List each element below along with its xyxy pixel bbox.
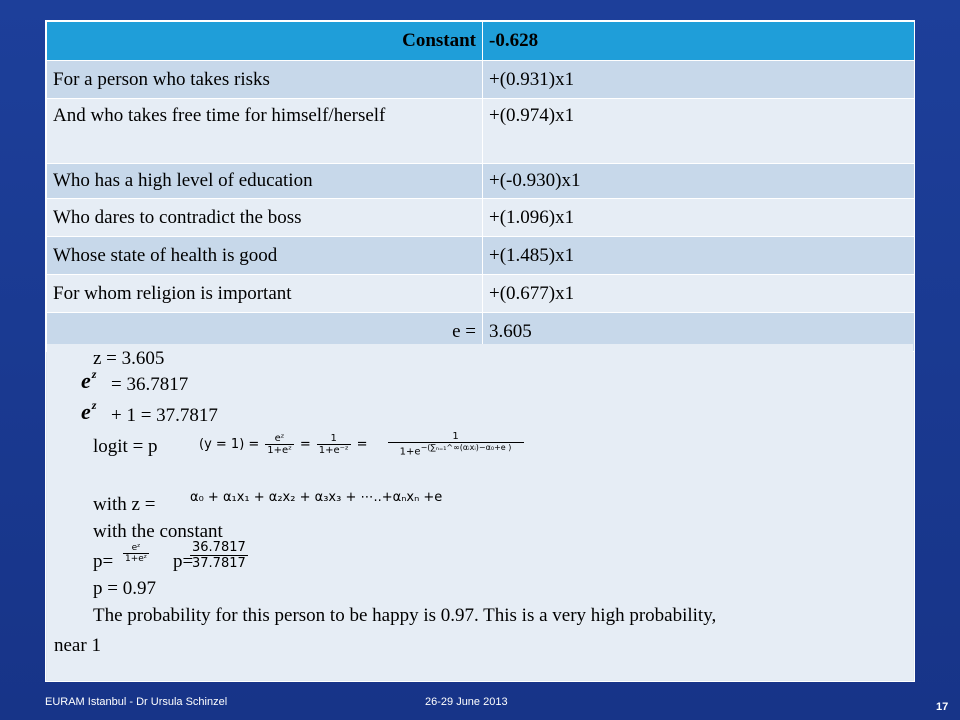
header-value: -0.628: [483, 22, 915, 61]
p-label-2: p=: [173, 551, 194, 572]
p-label-1: p=: [93, 551, 114, 572]
logit-frac-3: [388, 431, 524, 457]
table-row: [47, 164, 915, 199]
logit-prefix: (y = 1) =: [199, 436, 260, 452]
table-row: [47, 237, 915, 275]
coefficient-table: [46, 21, 915, 352]
page-number: 17: [936, 701, 949, 713]
ez-plus-line: + 1 = 37.7817: [111, 405, 218, 426]
equals-sign: =: [299, 436, 311, 452]
table-row: [47, 275, 915, 313]
ez-line: = 36.7817: [111, 374, 189, 395]
p-frac-2: [190, 540, 248, 571]
p-value: p = 0.97: [93, 578, 156, 599]
row-label: For whom religion is important: [47, 275, 483, 313]
z-line: z = 3.605: [93, 348, 165, 369]
footer-date: 26-29 June 2013: [425, 696, 508, 708]
header-label: Constant: [47, 22, 483, 61]
row-value: +(0.677)x1: [483, 275, 915, 313]
coefficient-table-container: [45, 20, 915, 682]
frac-numerator: 1: [452, 431, 459, 442]
row-label: Who dares to contradict the boss: [47, 199, 483, 237]
row-value: +(0.974)x1: [483, 99, 915, 164]
p-frac-1: [123, 543, 149, 564]
table-row: [47, 99, 915, 164]
row-label: For a person who takes risks: [47, 61, 483, 99]
row-value: +(0.931)x1: [483, 61, 915, 99]
conclusion-line-2: near 1: [54, 635, 101, 656]
with-z-formula: α₀ + α₁x₁ + α₂x₂ + α₃x₃ + ⋯..+αₙxₙ +e: [190, 490, 443, 505]
frac-denominator: 1+eᶻ: [267, 444, 292, 456]
logit-formula: [199, 431, 524, 457]
frac-numerator: eᶻ: [274, 432, 285, 444]
conclusion-line-1: The probability for this person to be happy is 0.97. This is a very high probability,: [93, 605, 717, 626]
row-value: +(1.485)x1: [483, 237, 915, 275]
table-row: [47, 199, 915, 237]
with-constant: with the constant: [93, 521, 223, 542]
row-value: +(-0.930)x1: [483, 164, 915, 199]
logit-label: logit = p: [93, 436, 158, 457]
row-value: +(1.096)x1: [483, 199, 915, 237]
row-label: Who has a high level of education: [47, 164, 483, 199]
table-header-row: [47, 22, 915, 61]
frac-numerator: eᶻ: [131, 543, 141, 553]
table-row: [47, 61, 915, 99]
ez-symbol-2: $e^z$: [81, 398, 97, 424]
row-label: Whose state of health is good: [47, 237, 483, 275]
calculation-panel: [47, 344, 913, 680]
frac-numerator: 36.7817: [192, 540, 246, 555]
e-value: 3.605: [483, 313, 915, 352]
e-label: e =: [47, 313, 483, 352]
equals-sign: =: [356, 436, 368, 452]
frac-den-exponent: −(∑ₙ₌₁^∞(αᵢxᵢ)−α₀+e ): [420, 443, 512, 452]
frac-den-base: 1+e: [399, 446, 421, 458]
ez-symbol: $e^z$: [81, 367, 97, 393]
with-z-label: with z =: [93, 494, 156, 515]
logit-frac-2: [317, 433, 351, 456]
row-label: And who takes free time for himself/herself: [47, 99, 483, 164]
frac-numerator: 1: [330, 432, 337, 444]
frac-denominator: 1+e⁻ᶻ: [318, 444, 349, 456]
frac-denominator: 1+eᶻ: [125, 554, 148, 564]
frac-denominator: 37.7817: [192, 556, 246, 571]
frac-denominator: [398, 443, 514, 457]
logit-frac-1: [265, 433, 294, 456]
footer-author: EURAM Istanbul - Dr Ursula Schinzel: [45, 696, 228, 708]
